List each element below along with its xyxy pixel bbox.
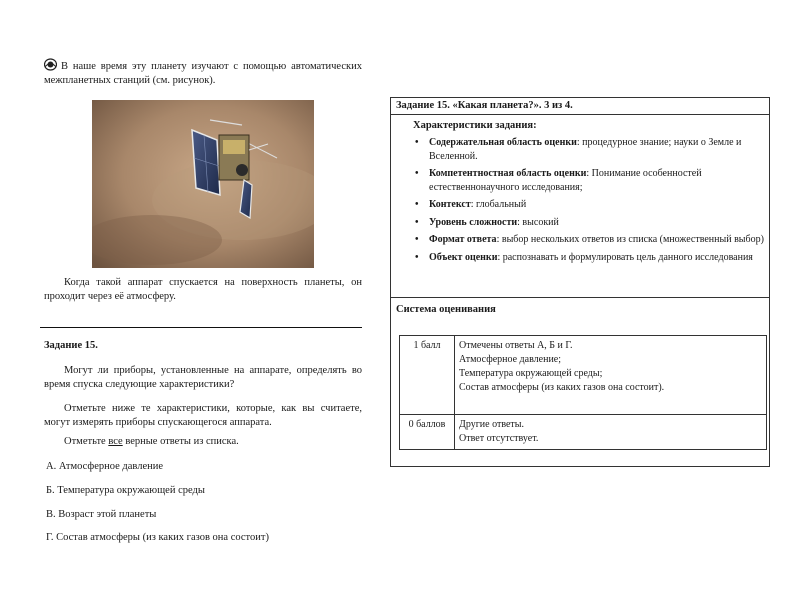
bullet-icon: • bbox=[415, 168, 419, 179]
bullet-icon: • bbox=[415, 234, 419, 245]
characteristic-text: : распознавать и формулировать цель данного исследования bbox=[497, 251, 753, 263]
criteria-cell bbox=[455, 415, 767, 450]
characteristic-label: Объект оценки bbox=[429, 251, 498, 263]
image-caption: Когда такой аппарат спускается на поверхность планеты, он проходит через её атмосферу. bbox=[44, 277, 362, 302]
criteria-line: Состав атмосферы (из каких газов она состоит). bbox=[459, 382, 665, 393]
characteristic-item bbox=[413, 167, 765, 194]
points-cell: 0 баллов bbox=[400, 415, 455, 450]
instruction-post: верные ответы из списка. bbox=[122, 436, 239, 447]
answer-option-b: Б. Температура окружающей среды bbox=[46, 485, 205, 496]
criteria-line: Атмосферное давление; bbox=[459, 354, 562, 365]
bullet-icon: • bbox=[415, 216, 419, 228]
characteristics-title: Характеристики задания: bbox=[413, 120, 537, 131]
task-info-frame bbox=[390, 97, 770, 467]
characteristics-list bbox=[413, 136, 765, 268]
criteria-line: Ответ отсутствует. bbox=[459, 433, 539, 444]
eye-icon bbox=[44, 58, 57, 71]
criteria-cell bbox=[455, 336, 767, 415]
characteristic-label: Формат ответа bbox=[429, 234, 497, 245]
instruction-underlined: все bbox=[108, 436, 123, 447]
spacecraft-over-planet-image bbox=[92, 100, 314, 268]
characteristic-item bbox=[413, 216, 765, 230]
answer-option-d: Г. Состав атмосферы (из каких газов она состоит) bbox=[46, 532, 269, 543]
characteristic-text: : выбор нескольких ответов из списка (множественный выбор) bbox=[496, 234, 764, 245]
instruction-pre: Отметьте bbox=[64, 436, 109, 447]
characteristic-text: : Понимание особенностей естественнонаучного исследования; bbox=[429, 168, 702, 193]
characteristic-text: : глобальный bbox=[470, 199, 527, 210]
intro-text: В наше время эту планету изучают с помощью автоматических межпланетных станций (см. рисунок). bbox=[44, 61, 362, 86]
characteristic-label: Уровень сложности bbox=[429, 216, 518, 228]
criteria-line: Температура окружающей среды; bbox=[459, 368, 603, 379]
characteristic-item bbox=[413, 198, 765, 212]
task-question: Могут ли приборы, установленные на аппарате, определять во время спуска следующие характеристики? bbox=[44, 365, 362, 390]
characteristic-item bbox=[413, 233, 765, 247]
criteria-line: Другие ответы. bbox=[459, 419, 525, 430]
answer-option-a: А. Атмосферное давление bbox=[46, 461, 164, 472]
intro-paragraph bbox=[44, 58, 362, 88]
answer-option-c: В. Возраст этой планеты bbox=[46, 509, 157, 520]
scoring-title: Система оценивания bbox=[396, 304, 496, 315]
bullet-icon: • bbox=[415, 251, 419, 263]
task-instruction: Отметьте ниже те характеристики, которые, как вы считаете, могут измерять приборы спускающегося аппарата. bbox=[44, 403, 362, 428]
points-cell: 1 балл bbox=[400, 336, 455, 415]
characteristic-label: Компетентностная область оценки bbox=[429, 168, 587, 179]
table-row bbox=[400, 415, 767, 450]
table-row bbox=[400, 336, 767, 415]
bullet-icon: • bbox=[415, 137, 419, 148]
characteristic-text: : высокий bbox=[517, 216, 559, 228]
bullet-icon: • bbox=[415, 199, 419, 210]
scoring-table bbox=[399, 335, 767, 450]
characteristic-text: : процедурное знание; науки о Земле и Вселенной. bbox=[429, 137, 742, 162]
characteristic-label: Контекст bbox=[429, 199, 471, 210]
frame-title: Задание 15. «Какая планета?». 3 из 4. bbox=[396, 100, 573, 111]
task-title: Задание 15. bbox=[44, 340, 98, 351]
section-divider bbox=[40, 327, 362, 328]
criteria-line: Отмечены ответы А, Б и Г. bbox=[459, 340, 573, 351]
characteristic-item bbox=[413, 136, 765, 163]
characteristic-label: Содержательная область оценки bbox=[429, 137, 577, 148]
section-divider bbox=[391, 297, 769, 298]
characteristic-item bbox=[413, 251, 765, 265]
task-instruction-select-all bbox=[64, 435, 239, 449]
